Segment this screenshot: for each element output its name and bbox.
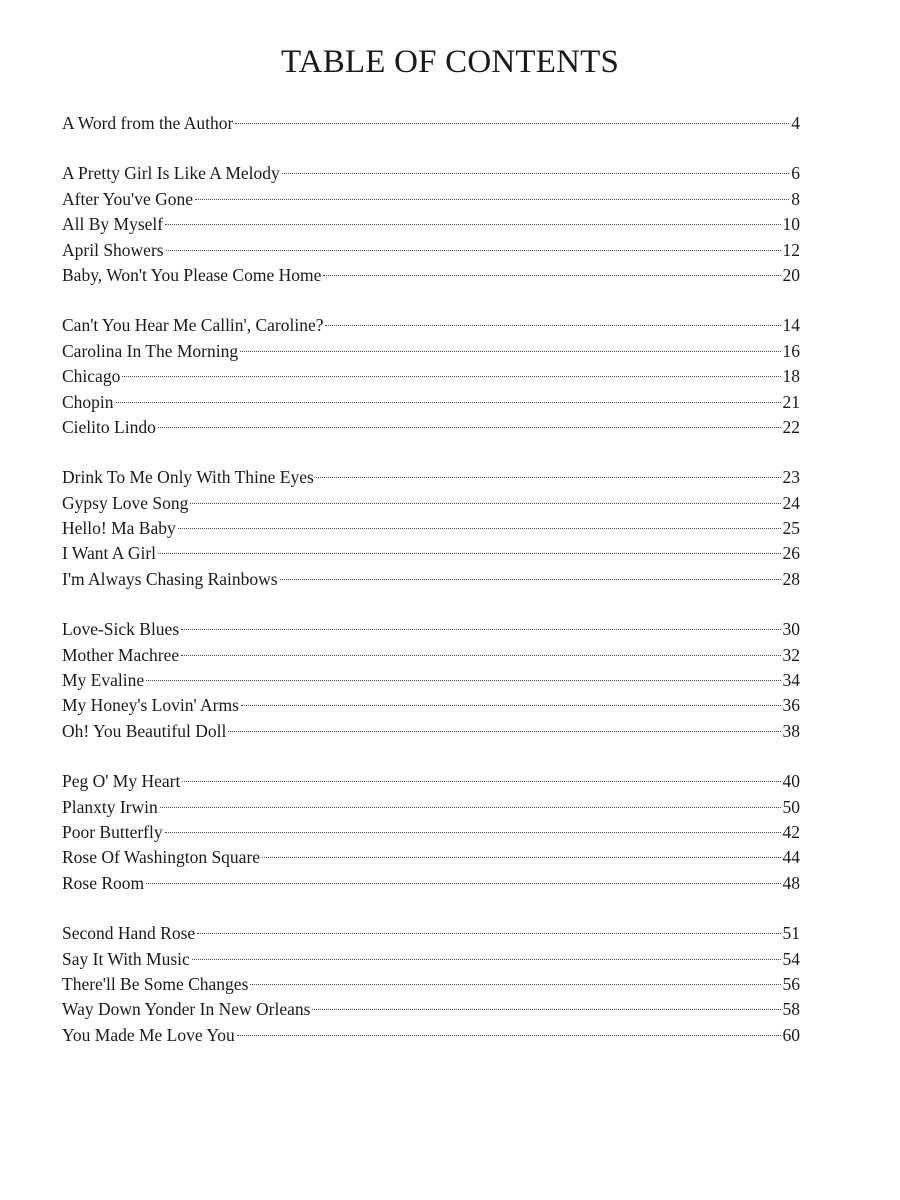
- toc-entry-page-number: 56: [782, 973, 800, 994]
- toc-entry-page-number: 23: [782, 467, 800, 488]
- toc-entry-title: My Honey's Lovin' Arms: [62, 695, 239, 716]
- toc-entry[interactable]: [62, 491, 800, 516]
- toc-entry-page-number: 16: [782, 340, 800, 361]
- toc-entry[interactable]: [62, 668, 800, 693]
- toc-entry-title: Oh! You Beautiful Doll: [62, 720, 227, 741]
- dot-leader: [166, 250, 781, 251]
- dot-leader: [312, 1009, 780, 1010]
- toc-group: [62, 921, 800, 1048]
- toc-entry-page-number: 34: [782, 670, 800, 691]
- dot-leader: [325, 325, 780, 326]
- toc-entry-page-number: 12: [782, 239, 800, 260]
- toc-entry-page-number: 8: [791, 188, 800, 209]
- toc-entry-title: Love-Sick Blues: [62, 619, 180, 640]
- toc-entry-title: Hello! Ma Baby: [62, 518, 176, 539]
- dot-leader: [197, 933, 780, 934]
- toc-entry[interactable]: [62, 820, 800, 845]
- toc-entry-page-number: 24: [782, 492, 800, 513]
- toc-entry[interactable]: [62, 541, 800, 566]
- page-title: TABLE OF CONTENTS: [280, 44, 620, 80]
- toc-entry-title: Drink To Me Only With Thine Eyes: [62, 467, 314, 488]
- toc-entry-page-number: 14: [782, 315, 800, 336]
- toc-entry[interactable]: [62, 516, 800, 541]
- toc-entry-title: Baby, Won't You Please Come Home: [62, 264, 322, 285]
- dot-leader: [323, 275, 780, 276]
- toc-entry-title: Carolina In The Morning: [62, 340, 239, 361]
- toc-entry-page-number: 22: [782, 416, 800, 437]
- toc-entry-title: Rose Of Washington Square: [62, 847, 261, 868]
- dot-leader: [195, 199, 789, 200]
- toc-entry-page-number: 20: [782, 264, 800, 285]
- toc-entry[interactable]: [62, 339, 800, 364]
- toc-entry-page-number: 18: [782, 366, 800, 387]
- toc-entry[interactable]: [62, 795, 800, 820]
- dot-leader: [228, 731, 780, 732]
- toc-entry-page-number: 30: [782, 619, 800, 640]
- dot-leader: [182, 781, 780, 782]
- toc-entry-title: Poor Butterfly: [62, 821, 163, 842]
- toc-entry[interactable]: [62, 871, 800, 896]
- toc-entry-page-number: 28: [782, 568, 800, 589]
- toc-entry-page-number: 36: [782, 695, 800, 716]
- toc-group: [62, 769, 800, 896]
- dot-leader: [158, 427, 781, 428]
- toc-entry-page-number: 48: [782, 872, 800, 893]
- dot-leader: [122, 376, 780, 377]
- toc-entry[interactable]: [62, 921, 800, 946]
- toc-entry-page-number: 58: [782, 999, 800, 1020]
- table-of-contents: [62, 111, 800, 1048]
- toc-entry-title: There'll Be Some Changes: [62, 973, 249, 994]
- toc-entry-title: I Want A Girl: [62, 543, 157, 564]
- dot-leader: [146, 680, 780, 681]
- dot-leader: [158, 553, 780, 554]
- toc-entry[interactable]: [62, 390, 800, 415]
- toc-entry-title: I'm Always Chasing Rainbows: [62, 568, 278, 589]
- toc-entry[interactable]: [62, 161, 800, 186]
- dot-leader: [178, 528, 781, 529]
- toc-entry-title: You Made Me Love You: [62, 1024, 235, 1045]
- toc-entry-page-number: 4: [791, 113, 800, 133]
- toc-entry[interactable]: [62, 364, 800, 389]
- toc-entry-title: Planxty Irwin: [62, 796, 158, 817]
- toc-entry-page-number: 32: [782, 644, 800, 665]
- dot-leader: [192, 959, 781, 960]
- toc-entry[interactable]: [62, 1023, 800, 1048]
- toc-entry-page-number: 10: [782, 214, 800, 235]
- toc-entry-page-number: 42: [782, 821, 800, 842]
- toc-entry-title: My Evaline: [62, 670, 145, 691]
- dot-leader: [316, 477, 781, 478]
- dot-leader: [165, 832, 781, 833]
- toc-entry[interactable]: [62, 313, 800, 338]
- toc-entry-page-number: 60: [782, 1024, 800, 1045]
- dot-leader: [235, 123, 789, 124]
- toc-entry-title: Peg O' My Heart: [62, 771, 181, 792]
- toc-entry-page-number: 54: [782, 948, 800, 969]
- toc-group: [62, 161, 800, 288]
- toc-entry-title: Can't You Hear Me Callin', Caroline?: [62, 315, 324, 336]
- dot-leader: [240, 351, 780, 352]
- toc-entry[interactable]: [62, 263, 800, 288]
- toc-entry[interactable]: [62, 415, 800, 440]
- toc-entry[interactable]: [62, 212, 800, 237]
- toc-entry[interactable]: [62, 997, 800, 1022]
- toc-entry[interactable]: [62, 187, 800, 212]
- toc-entry-page-number: 40: [782, 771, 800, 792]
- toc-entry-page-number: 21: [782, 391, 800, 412]
- dot-leader: [190, 503, 780, 504]
- toc-group: [62, 313, 800, 440]
- toc-entry[interactable]: [62, 643, 800, 668]
- toc-entry-page-number: 25: [782, 518, 800, 539]
- toc-entry[interactable]: [62, 617, 800, 642]
- dot-leader: [280, 579, 781, 580]
- dot-leader: [237, 1035, 781, 1036]
- toc-entry-title: After You've Gone: [62, 188, 193, 209]
- dot-leader: [262, 857, 780, 858]
- toc-entry[interactable]: [62, 719, 800, 744]
- toc-entry-title: April Showers: [62, 239, 164, 260]
- dot-leader: [116, 402, 781, 403]
- dot-leader: [181, 629, 780, 630]
- toc-entry[interactable]: [62, 111, 800, 136]
- toc-entry-title: Way Down Yonder In New Orleans: [62, 999, 311, 1020]
- toc-entry-title: Gypsy Love Song: [62, 492, 189, 513]
- dot-leader: [241, 705, 781, 706]
- toc-entry[interactable]: [62, 972, 800, 997]
- toc-entry[interactable]: [62, 769, 800, 794]
- toc-entry-title: Cielito Lindo: [62, 416, 156, 437]
- toc-entry-title: A Word from the Author: [62, 113, 234, 133]
- toc-entry-title: All By Myself: [62, 214, 164, 235]
- toc-entry-page-number: 26: [782, 543, 800, 564]
- toc-entry-title: Rose Room: [62, 872, 145, 893]
- toc-entry-title: Say It With Music: [62, 948, 190, 969]
- toc-entry-page-number: 38: [782, 720, 800, 741]
- toc-group: [62, 111, 800, 136]
- toc-entry[interactable]: [62, 567, 800, 592]
- toc-entry-page-number: 6: [791, 163, 800, 184]
- toc-entry-title: Second Hand Rose: [62, 923, 196, 944]
- toc-entry-page-number: 51: [782, 923, 800, 944]
- toc-entry[interactable]: [62, 238, 800, 263]
- toc-entry-title: Chicago: [62, 366, 121, 387]
- toc-entry[interactable]: [62, 465, 800, 490]
- toc-entry[interactable]: [62, 845, 800, 870]
- toc-entry-title: A Pretty Girl Is Like A Melody: [62, 163, 280, 184]
- dot-leader: [160, 807, 781, 808]
- toc-entry[interactable]: [62, 693, 800, 718]
- toc-group: [62, 465, 800, 592]
- dot-leader: [282, 173, 789, 174]
- toc-entry-page-number: 50: [782, 796, 800, 817]
- toc-entry-title: Mother Machree: [62, 644, 180, 665]
- toc-entry-title: Chopin: [62, 391, 114, 412]
- toc-group: [62, 617, 800, 744]
- toc-entry[interactable]: [62, 947, 800, 972]
- dot-leader: [165, 224, 780, 225]
- dot-leader: [250, 984, 780, 985]
- dot-leader: [146, 883, 780, 884]
- dot-leader: [181, 655, 780, 656]
- toc-entry-page-number: 44: [782, 847, 800, 868]
